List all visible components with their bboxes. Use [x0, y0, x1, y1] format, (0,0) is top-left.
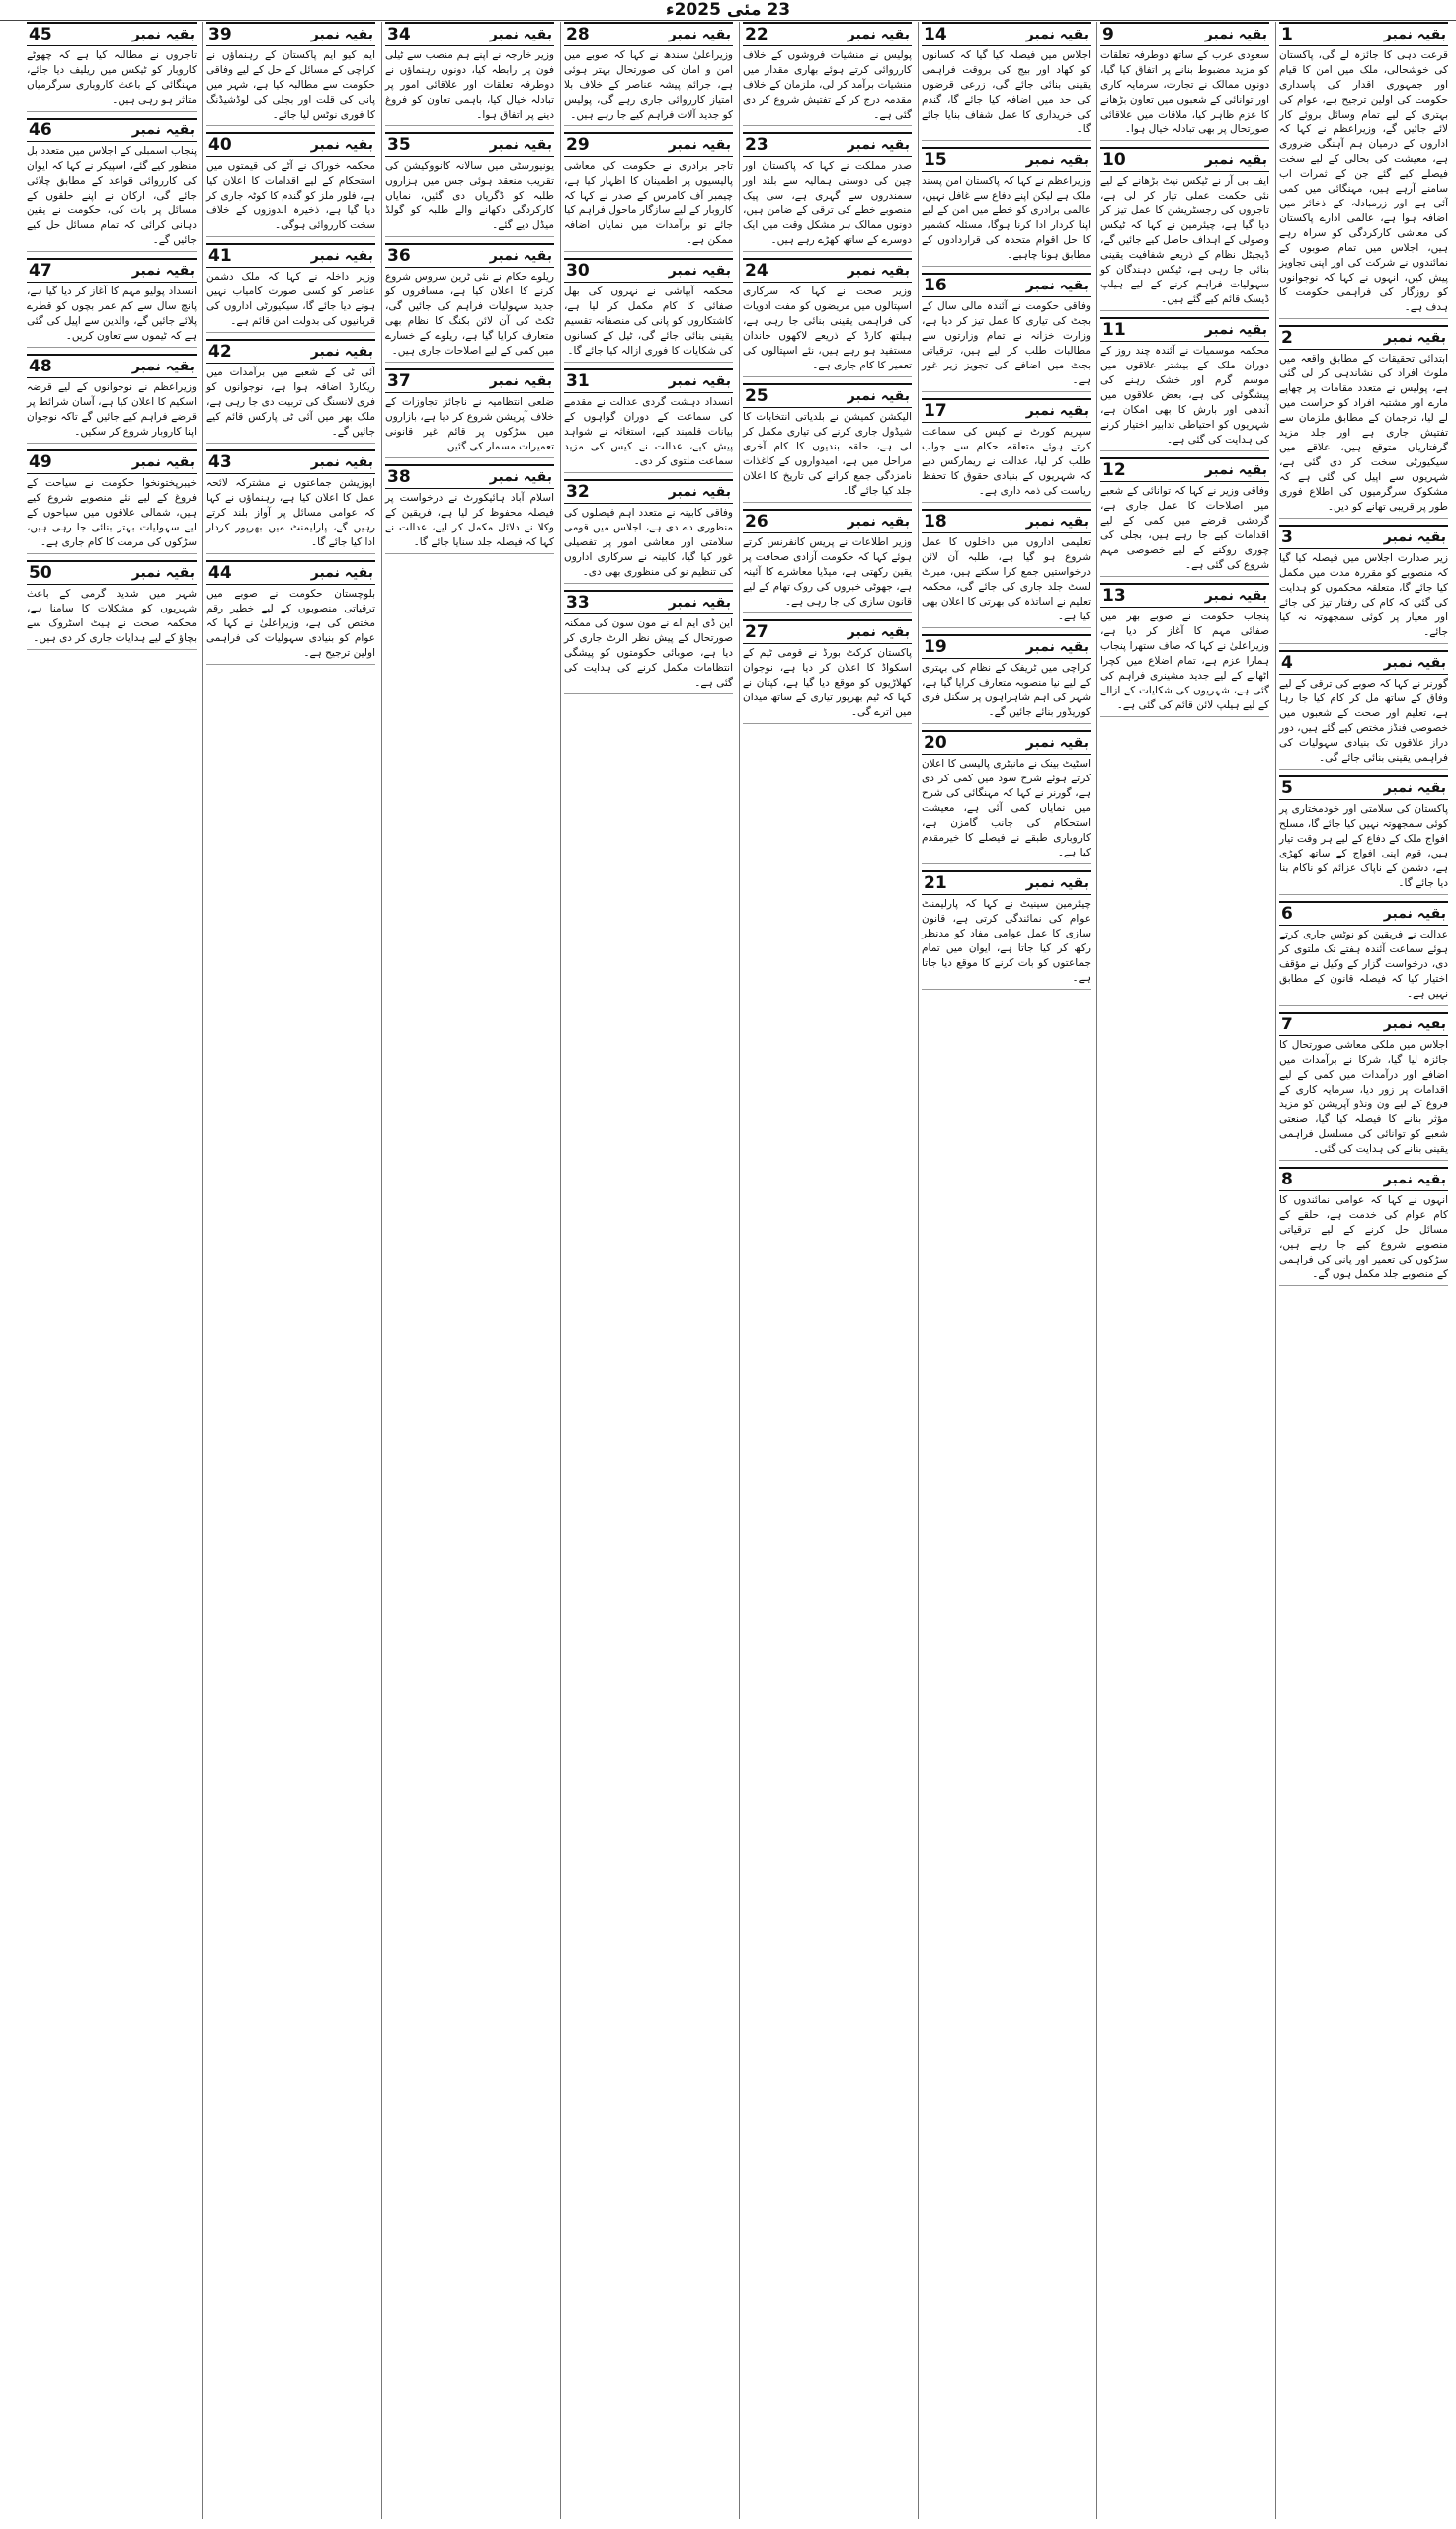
item-header: [206, 22, 375, 46]
item-heading: بقیہ نمبر: [1204, 462, 1267, 478]
item-number: 34: [387, 25, 411, 44]
item-heading: بقیہ نمبر: [847, 27, 910, 42]
continuation-item: [27, 258, 197, 348]
item-header: [385, 132, 554, 157]
item-header: [743, 619, 912, 644]
item-header: [385, 464, 554, 489]
continuation-item: [743, 383, 912, 503]
item-number: 46: [29, 121, 52, 140]
item-number: 32: [566, 482, 590, 502]
item-heading: بقیہ نمبر: [1025, 514, 1089, 530]
continuation-item: [1279, 325, 1448, 519]
item-body: قرعت دہی کا جائزہ لے گی، پاکستان کی خوشحالی، ملک میں امن کا قیام اور جمہوری اقدار کی پاسداری حکومت کی اولین ترجیح ہے، عوام کی بہتری کے لیے تمام وسائل بروئے کار لائے جائیں گے، وزیراعظم نے کہا کہ اداروں کے درمیان ہم آہنگی ضروری ہے، معیشت کی بحالی کے لیے سخت فیصلے کیے گئے جن کے ثمرات اب سامنے آرہے ہیں، مہنگائی میں کمی آئی ہے اور زرمبادلہ کے ذخائر میں اضافہ ہوا ہے، عالمی ادارے پاکستان کی معاشی کارکردگی کو سراہ رہے ہیں، اجلاس میں تمام صوبوں کے نمائندوں نے شرکت کی اور اپنی تجاویز پیش کیں، انہوں نے کہا کہ نوجوانوں کو روزگار کی فراہمی حکومت کا ہدف ہے۔: [1279, 49, 1448, 313]
item-body: سپریم کورٹ نے کیس کی سماعت کرتے ہوئے متعلقہ حکام سے جواب طلب کر لیا، عدالت نے ریمارکس دیے کہ شہریوں کے بنیادی حقوق کا تحفظ ریاست کی ذمہ داری ہے۔: [922, 426, 1091, 497]
item-number: 28: [566, 25, 590, 44]
item-heading: بقیہ نمبر: [131, 565, 195, 581]
item-body: شہر میں شدید گرمی کے باعث شہریوں کو مشکلات کا سامنا ہے، محکمہ صحت نے ہیٹ اسٹروک سے بچاؤ کے لیے ہدایات جاری کر دی ہیں۔: [27, 588, 197, 644]
item-header: [1279, 525, 1448, 549]
item-body: چیئرمین سینیٹ نے کہا کہ پارلیمنٹ عوام کی نمائندگی کرتی ہے، قانون سازی کا عمل عوامی مفاد کو مدنظر رکھ کر کیا جاتا ہے، ایوان میں تمام جماعتوں کو بات کرنے کا موقع دیا جاتا ہے۔: [922, 898, 1091, 984]
continuation-item: [743, 258, 912, 377]
text-column: [560, 22, 733, 2519]
item-body: وفاقی وزیر نے کہا کہ توانائی کے شعبے میں اصلاحات کا عمل جاری ہے، گردشی قرضے میں کمی کے لیے اقدامات کیے جا رہے ہیں، بجلی کی چوری روکنے کے لیے خصوصی مہم شروع کی گئی ہے۔: [1100, 485, 1269, 571]
item-heading: بقیہ نمبر: [847, 514, 910, 530]
continuation-item: [385, 22, 554, 126]
item-body: اپوزیشن جماعتوں نے مشترکہ لائحہ عمل کا اعلان کیا ہے، رہنماؤں نے کہا کہ عوامی مسائل پر آواز بلند کرتے رہیں گے، پارلیمنٹ میں بھرپور کردار ادا کیا جائے گا۔: [206, 477, 375, 548]
item-heading: بقیہ نمبر: [310, 565, 373, 581]
item-header: [922, 273, 1091, 297]
item-body: یونیورسٹی میں سالانہ کانووکیشن کی تقریب منعقد ہوئی جس میں ہزاروں طلبہ کو ڈگریاں دی گئیں، نمایاں کارکردگی دکھانے والے طلبہ کو گولڈ میڈل دیے گئے۔: [385, 160, 554, 231]
item-number: 13: [1102, 586, 1126, 606]
item-header: [743, 22, 912, 46]
continuation-item: [1100, 457, 1269, 577]
item-heading: بقیہ نمبر: [131, 122, 195, 138]
item-header: [922, 870, 1091, 895]
item-heading: بقیہ نمبر: [131, 27, 195, 42]
item-body: اجلاس میں ملکی معاشی صورتحال کا جائزہ لیا گیا، شرکا نے برآمدات میں اضافے اور درآمدات میں کمی کے لیے اقدامات پر زور دیا، سرمایہ کاری کے فروغ کے لیے ون ونڈو آپریشن کو مزید مؤثر بنانے کا فیصلہ کیا گیا، صنعتی شعبے کو توانائی کی مسلسل فراہمی یقینی بنانے کی ہدایت کی گئی۔: [1279, 1039, 1448, 1155]
text-column: [24, 22, 197, 2519]
item-header: [922, 634, 1091, 659]
item-heading: بقیہ نمبر: [1025, 875, 1089, 891]
item-header: [1100, 22, 1269, 46]
continuation-item: [1279, 1012, 1448, 1161]
item-header: [1279, 775, 1448, 800]
item-body: اجلاس میں فیصلہ کیا گیا کہ کسانوں کو کھاد اور بیج کی بروقت فراہمی یقینی بنائی جائے گی، زرعی قرضوں کی حد میں اضافہ کیا جائے گا، گندم کی خریداری کا عمل شفاف بنایا جائے گا۔: [922, 49, 1091, 135]
continuation-item: [206, 449, 375, 554]
item-heading: بقیہ نمبر: [1383, 780, 1446, 796]
text-column: [202, 22, 375, 2519]
item-header: [743, 258, 912, 283]
item-heading: بقیہ نمبر: [1204, 588, 1267, 604]
item-heading: بقیہ نمبر: [847, 388, 910, 404]
item-number: 17: [924, 401, 947, 421]
continuation-item: [922, 730, 1091, 864]
item-number: 3: [1281, 528, 1293, 547]
item-heading: بقیہ نمبر: [310, 27, 373, 42]
item-heading: بقیہ نمبر: [1025, 639, 1089, 655]
continuation-item: [27, 560, 197, 650]
item-header: [1100, 583, 1269, 608]
item-heading: بقیہ نمبر: [1025, 278, 1089, 293]
item-number: 16: [924, 276, 947, 295]
item-body: وزیر صحت نے کہا کہ سرکاری اسپتالوں میں مریضوں کو مفت ادویات کی فراہمی یقینی بنائی جا رہی ہے، ہیلتھ کارڈ کے ذریعے لاکھوں خاندان مستفید ہو رہے ہیں، نئے اسپتالوں کی تعمیر کا کام جاری ہے۔: [743, 286, 912, 371]
item-header: [27, 560, 197, 585]
item-body: وزیراعظم نے کہا کہ پاکستان امن پسند ملک ہے لیکن اپنے دفاع سے غافل نہیں، عالمی برادری کو خطے میں امن کے لیے اپنا کردار ادا کرنا ہوگا، مسئلہ کشمیر کا حل اقوام متحدہ کی قراردادوں کے مطابق ہونا چاہیے۔: [922, 175, 1091, 261]
continuation-item: [922, 273, 1091, 392]
continuation-item: [206, 339, 375, 444]
item-heading: بقیہ نمبر: [668, 484, 731, 500]
item-header: [1279, 1012, 1448, 1036]
continuation-item: [564, 590, 733, 694]
continuation-item: [27, 354, 197, 444]
item-number: 4: [1281, 653, 1293, 673]
item-body: وفاقی حکومت نے آئندہ مالی سال کے بجٹ کی تیاری کا عمل تیز کر دیا ہے، وزارت خزانہ نے تمام وزارتوں سے مطالبات طلب کر لیے ہیں، ترقیاتی بجٹ میں اضافے کی تجویز زیر غور ہے۔: [922, 300, 1091, 386]
item-number: 19: [924, 637, 947, 657]
continuation-item: [922, 22, 1091, 141]
item-number: 1: [1281, 25, 1293, 44]
continuation-item: [385, 368, 554, 458]
continuation-item: [1279, 901, 1448, 1006]
item-heading: بقیہ نمبر: [1383, 530, 1446, 545]
item-body: زیر صدارت اجلاس میں فیصلہ کیا گیا کہ منصوبے کو مقررہ مدت میں مکمل کیا جائے گا، متعلقہ محکموں کو ہدایت کی گئی کہ کام کی رفتار تیز کی جائے اور معیار پر کوئی سمجھوتہ نہ کیا جائے۔: [1279, 552, 1448, 638]
item-number: 35: [387, 135, 411, 155]
item-body: پنجاب حکومت نے صوبے بھر میں صفائی مہم کا آغاز کر دیا ہے، وزیراعلیٰ نے کہا کہ صاف ستھرا پنجاب ہمارا عزم ہے، تمام اضلاع میں کچرا اٹھانے کے لیے جدید مشینری فراہم کی گئی ہے، شہریوں کی شکایات کے ازالے کے لیے ہیلپ لائن قائم کی گئی ہے۔: [1100, 611, 1269, 711]
item-heading: بقیہ نمبر: [1204, 152, 1267, 168]
item-header: [743, 383, 912, 408]
continuation-item: [743, 22, 912, 126]
item-body: وزیراعلیٰ سندھ نے کہا کہ صوبے میں امن و امان کی صورتحال بہتر ہوئی ہے، جرائم پیشہ عناصر کے خلاف بلا امتیاز کارروائی جاری رہے گی، پولیس کو جدید آلات فراہم کیے جا رہے ہیں۔: [564, 49, 733, 121]
item-number: 45: [29, 25, 52, 44]
item-number: 5: [1281, 778, 1293, 798]
item-body: این ڈی ایم اے نے مون سون کی ممکنہ صورتحال کے پیش نظر الرٹ جاری کر دیا ہے، صوبائی حکومتوں کو پیشگی انتظامات مکمل کرنے کی ہدایت کی گئی ہے۔: [564, 617, 733, 689]
item-heading: بقیہ نمبر: [1025, 403, 1089, 419]
item-number: 38: [387, 467, 411, 487]
item-number: 41: [208, 246, 232, 266]
item-number: 11: [1102, 320, 1126, 340]
item-heading: بقیہ نمبر: [668, 27, 731, 42]
item-body: سعودی عرب کے ساتھ دوطرفہ تعلقات کو مزید مضبوط بنانے پر اتفاق کیا گیا، دونوں ممالک نے تجارت، سرمایہ کاری اور توانائی کے شعبوں میں تعاون بڑھانے کا عزم ظاہر کیا، ملاقات میں علاقائی صورتحال پر بھی تبادلہ خیال ہوا۔: [1100, 49, 1269, 135]
item-header: [564, 22, 733, 46]
continuation-item: [1100, 317, 1269, 451]
item-header: [1100, 457, 1269, 482]
item-body: پولیس نے منشیات فروشوں کے خلاف کارروائی کرتے ہوئے بھاری مقدار میں منشیات برآمد کر لی، ملزمان کے خلاف مقدمہ درج کر کے تفتیش شروع کر دی گئی ہے۔: [743, 49, 912, 121]
continuation-item: [564, 22, 733, 126]
item-body: انہوں نے کہا کہ عوامی نمائندوں کا کام عوام کی خدمت ہے، حلقے کے مسائل حل کرنے کے لیے ترقیاتی منصوبے شروع کیے جا رہے ہیں، سڑکوں کی تعمیر اور پانی کی فراہمی کے منصوبے جلد مکمل ہوں گے۔: [1279, 1194, 1448, 1280]
item-heading: بقیہ نمبر: [847, 137, 910, 153]
item-body: ایم کیو ایم پاکستان کے رہنماؤں نے کراچی کے مسائل کے حل کے لیے وفاقی حکومت سے مطالبہ کیا ہے، شہر میں پانی کی قلت اور بجلی کی لوڈشیڈنگ کا فوری نوٹس لیا جائے۔: [206, 49, 375, 121]
continuation-item: [385, 243, 554, 363]
item-number: 44: [208, 563, 232, 583]
item-heading: بقیہ نمبر: [1204, 322, 1267, 338]
item-heading: بقیہ نمبر: [131, 263, 195, 279]
item-number: 18: [924, 512, 947, 531]
item-body: تعلیمی اداروں میں داخلوں کا عمل شروع ہو گیا ہے، طلبہ آن لائن درخواستیں جمع کرا سکتے ہیں، میرٹ لسٹ جلد جاری کی جائے گی، محکمہ تعلیم نے اساتذہ کی بھرتی کا اعلان بھی کیا ہے۔: [922, 536, 1091, 622]
continuation-item: [922, 634, 1091, 724]
item-header: [206, 132, 375, 157]
item-number: 50: [29, 563, 52, 583]
item-body: ضلعی انتظامیہ نے ناجائز تجاوزات کے خلاف آپریشن شروع کر دیا ہے، بازاروں میں سڑکوں پر قائم غیر قانونی تعمیرات مسمار کی گئیں۔: [385, 396, 554, 452]
item-header: [1279, 1167, 1448, 1191]
item-heading: بقیہ نمبر: [1383, 1017, 1446, 1032]
text-column: [1096, 22, 1269, 2519]
item-number: 6: [1281, 904, 1293, 924]
continuation-item: [564, 479, 733, 584]
text-column: [381, 22, 554, 2519]
item-heading: بقیہ نمبر: [1383, 906, 1446, 922]
item-heading: بقیہ نمبر: [131, 454, 195, 470]
item-body: انسداد پولیو مہم کا آغاز کر دیا گیا ہے، پانچ سال سے کم عمر بچوں کو قطرے پلائے جائیں گے، والدین سے اپیل کی گئی ہے کہ ٹیموں سے تعاون کریں۔: [27, 286, 197, 342]
continuation-item: [1279, 775, 1448, 895]
continuation-item: [27, 22, 197, 112]
item-header: [922, 147, 1091, 172]
item-body: خیبرپختونخوا حکومت نے سیاحت کے فروغ کے لیے نئے منصوبے شروع کیے ہیں، شمالی علاقوں میں سیاحوں کے لیے سہولیات بہتر بنائی جا رہی ہیں، سڑکوں کی مرمت کا کام جاری ہے۔: [27, 477, 197, 548]
item-body: وزیر اطلاعات نے پریس کانفرنس کرتے ہوئے کہا کہ حکومت آزادی صحافت پر یقین رکھتی ہے، میڈیا معاشرے کا آئینہ ہے، جھوٹی خبروں کی روک تھام کے لیے قانون سازی کی جا رہی ہے۔: [743, 536, 912, 608]
item-header: [1279, 325, 1448, 350]
item-number: 36: [387, 246, 411, 266]
text-column: [918, 22, 1091, 2519]
item-number: 27: [745, 622, 768, 642]
item-body: بلوچستان حکومت نے صوبے میں ترقیاتی منصوبوں کے لیے خطیر رقم مختص کی ہے، وزیراعلیٰ نے کہا کہ عوام کو بنیادی سہولیات کی فراہمی اولین ترجیح ہے۔: [206, 588, 375, 659]
item-header: [564, 590, 733, 614]
item-body: وزیر خارجہ نے اپنے ہم منصب سے ٹیلی فون پر رابطہ کیا، دونوں رہنماؤں نے دوطرفہ تعلقات اور علاقائی امور پر تبادلہ خیال کیا، باہمی تعاون کو فروغ دینے پر اتفاق ہوا۔: [385, 49, 554, 121]
item-number: 7: [1281, 1015, 1293, 1034]
item-number: 43: [208, 452, 232, 472]
continuation-item: [564, 258, 733, 363]
continuation-item: [743, 132, 912, 252]
item-heading: بقیہ نمبر: [310, 454, 373, 470]
item-number: 31: [566, 371, 590, 391]
item-heading: بقیہ نمبر: [1025, 27, 1089, 42]
item-header: [922, 398, 1091, 423]
item-body: پاکستان کی سلامتی اور خودمختاری پر کوئی سمجھوتہ نہیں کیا جائے گا، مسلح افواج ملک کے دفاع کے لیے ہر وقت تیار ہیں، قوم اپنی افواج کے ساتھ کھڑی ہے، دشمن کے ناپاک عزائم کو ناکام بنا دیا جائے گا۔: [1279, 803, 1448, 889]
item-header: [385, 22, 554, 46]
continuation-item: [1279, 22, 1448, 319]
item-heading: بقیہ نمبر: [1383, 1172, 1446, 1187]
item-header: [27, 449, 197, 474]
continuation-item: [1100, 22, 1269, 141]
item-body: وزیراعظم نے نوجوانوں کے لیے قرضہ اسکیم کا اعلان کیا ہے، آسان شرائط پر قرضے فراہم کیے جائیں گے تاکہ نوجوان اپنا کاروبار شروع کر سکیں۔: [27, 381, 197, 438]
continuation-item: [743, 509, 912, 613]
item-body: پنجاب اسمبلی کے اجلاس میں متعدد بل منظور کیے گئے، اسپیکر نے کہا کہ ایوان کی کارروائی قواعد کے مطابق چلائی جائے گی، ارکان نے اپنے حلقوں کے مسائل پر بات کی، حکومت نے یقین دہانی کرائی کہ تمام مسائل حل کیے جائیں گے۔: [27, 145, 197, 246]
item-header: [922, 22, 1091, 46]
item-heading: بقیہ نمبر: [489, 137, 552, 153]
item-heading: بقیہ نمبر: [668, 373, 731, 389]
item-number: 40: [208, 135, 232, 155]
item-header: [1279, 901, 1448, 926]
item-number: 49: [29, 452, 52, 472]
item-header: [27, 354, 197, 378]
continuation-item: [743, 619, 912, 724]
text-column: [739, 22, 912, 2519]
item-heading: بقیہ نمبر: [489, 373, 552, 389]
item-heading: بقیہ نمبر: [131, 359, 195, 374]
item-body: محکمہ خوراک نے آٹے کی قیمتوں میں استحکام کے لیے اقدامات کا اعلان کیا ہے، فلور ملز کو گندم کا کوٹہ جاری کر دیا گیا ہے، ذخیرہ اندوزوں کے خلاف سخت کارروائی ہوگی۔: [206, 160, 375, 231]
item-body: وفاقی کابینہ نے متعدد اہم فیصلوں کی منظوری دے دی ہے، اجلاس میں قومی سلامتی اور معاشی امور پر تفصیلی غور کیا گیا، کابینہ نے سرکاری اداروں کی تنظیم نو کی منظوری بھی دی۔: [564, 507, 733, 578]
continuation-item: [922, 147, 1091, 267]
item-header: [1100, 317, 1269, 342]
item-number: 21: [924, 873, 947, 893]
item-number: 29: [566, 135, 590, 155]
item-number: 20: [924, 733, 947, 753]
item-number: 42: [208, 342, 232, 362]
item-number: 2: [1281, 328, 1293, 348]
item-header: [27, 258, 197, 283]
continuation-item: [1279, 1167, 1448, 1286]
item-header: [564, 132, 733, 157]
item-body: تاجر برادری نے حکومت کی معاشی پالیسیوں پر اطمینان کا اظہار کیا ہے، چیمبر آف کامرس کے صدر نے کہا کہ کاروبار کے لیے سازگار ماحول فراہم کیا جائے تو برآمدات میں نمایاں اضافہ ممکن ہے۔: [564, 160, 733, 246]
item-body: محکمہ موسمیات نے آئندہ چند روز کے دوران ملک کے بیشتر علاقوں میں موسم گرم اور خشک رہنے کی پیشگوئی کی ہے، بعض علاقوں میں آندھی اور بارش کا بھی امکان ہے، شہریوں کو احتیاطی تدابیر اختیار کرنے کی ہدایت کی گئی ہے۔: [1100, 345, 1269, 446]
page-date: 23 مئی 2025ء: [0, 0, 1456, 21]
item-body: ایف بی آر نے ٹیکس نیٹ بڑھانے کے لیے نئی حکمت عملی تیار کر لی ہے، تاجروں کی رجسٹریشن کا عمل تیز کر دیا گیا ہے، چیئرمین نے کہا کہ ٹیکس وصولی کے اہداف حاصل کیے جائیں گے، ڈیجیٹل نظام کے ذریعے شفافیت یقینی بنائی جا رہی ہے، ٹیکس دہندگان کو سہولیات فراہم کرنے کے لیے ہیلپ ڈیسک قائم کیے گئے ہیں۔: [1100, 175, 1269, 305]
item-body: ریلوے حکام نے نئی ٹرین سروس شروع کرنے کا اعلان کیا ہے، مسافروں کو جدید سہولیات فراہم کی جائیں گی، ٹکٹ کی آن لائن بکنگ کا نظام بھی متعارف کرایا گیا ہے، ریلوے کے خسارے میں کمی کے لیے اصلاحات جاری ہیں۔: [385, 271, 554, 357]
item-heading: بقیہ نمبر: [310, 248, 373, 264]
item-body: صدر مملکت نے کہا کہ پاکستان اور چین کی دوستی ہمالیہ سے بلند اور سمندروں سے گہری ہے، سی پیک منصوبے خطے کی ترقی کے ضامن ہیں، دونوں ممالک ہر مشکل وقت میں ایک دوسرے کے ساتھ کھڑے رہے ہیں۔: [743, 160, 912, 246]
continuation-item: [206, 132, 375, 237]
item-heading: بقیہ نمبر: [489, 27, 552, 42]
item-header: [206, 449, 375, 474]
continuation-item: [385, 132, 554, 237]
item-number: 15: [924, 150, 947, 170]
item-header: [743, 509, 912, 533]
continuation-item: [922, 398, 1091, 503]
item-body: انسداد دہشت گردی عدالت نے مقدمے کی سماعت کے دوران گواہوں کے بیانات قلمبند کیے، استغاثہ نے شواہد پیش کیے، عدالت نے کیس کی مزید سماعت ملتوی کر دی۔: [564, 396, 733, 467]
item-heading: بقیہ نمبر: [1025, 152, 1089, 168]
item-header: [564, 368, 733, 393]
item-header: [1279, 650, 1448, 675]
item-header: [206, 339, 375, 364]
continuation-item: [1279, 525, 1448, 644]
item-heading: بقیہ نمبر: [1383, 330, 1446, 346]
item-body: آئی ٹی کے شعبے میں برآمدات میں ریکارڈ اضافہ ہوا ہے، نوجوانوں کو فری لانسنگ کی تربیت دی جا رہی ہے، ملک بھر میں آئی ٹی پارکس قائم کیے جائیں گے۔: [206, 367, 375, 438]
text-column: [1275, 22, 1448, 2519]
continuation-item: [206, 22, 375, 126]
continuation-item: [206, 243, 375, 333]
item-header: [206, 560, 375, 585]
item-header: [564, 479, 733, 504]
item-number: 8: [1281, 1170, 1293, 1189]
item-body: وزیر داخلہ نے کہا کہ ملک دشمن عناصر کو کسی صورت کامیاب نہیں ہونے دیا جائے گا، سیکیورٹی اداروں کی قربانیوں کی بدولت امن قائم ہے۔: [206, 271, 375, 327]
item-header: [206, 243, 375, 268]
item-heading: بقیہ نمبر: [668, 263, 731, 279]
item-heading: بقیہ نمبر: [1383, 655, 1446, 671]
item-heading: بقیہ نمبر: [1383, 27, 1446, 42]
continuation-item: [1279, 650, 1448, 770]
item-number: 12: [1102, 460, 1126, 480]
item-number: 47: [29, 261, 52, 281]
item-heading: بقیہ نمبر: [489, 469, 552, 485]
item-heading: بقیہ نمبر: [310, 344, 373, 360]
continuation-item: [564, 368, 733, 473]
continuation-item: [1100, 583, 1269, 717]
item-body: اسلام آباد ہائیکورٹ نے درخواست پر فیصلہ محفوظ کر لیا ہے، فریقین کے وکلا نے دلائل مکمل کر لیے، عدالت نے کہا کہ فیصلہ جلد سنایا جائے گا۔: [385, 492, 554, 548]
continuation-item: [206, 560, 375, 665]
item-header: [1100, 147, 1269, 172]
item-header: [385, 368, 554, 393]
continuation-item: [564, 132, 733, 252]
item-number: 10: [1102, 150, 1126, 170]
item-heading: بقیہ نمبر: [847, 263, 910, 279]
item-header: [743, 132, 912, 157]
item-number: 30: [566, 261, 590, 281]
item-body: عدالت نے فریقین کو نوٹس جاری کرتے ہوئے سماعت آئندہ ہفتے تک ملتوی کر دی، درخواست گزار کے وکیل نے مؤقف اختیار کیا کہ فیصلہ قانون کے مطابق نہیں ہے۔: [1279, 929, 1448, 1000]
item-body: اسٹیٹ بینک نے مانیٹری پالیسی کا اعلان کرتے ہوئے شرح سود میں کمی کر دی ہے، گورنر نے کہا کہ مہنگائی کی شرح میں نمایاں کمی آئی ہے، معیشت استحکام کی جانب گامزن ہے، کاروباری طبقے نے فیصلے کا خیرمقدم کیا ہے۔: [922, 758, 1091, 858]
item-number: 9: [1102, 25, 1114, 44]
item-body: پاکستان کرکٹ بورڈ نے قومی ٹیم کے اسکواڈ کا اعلان کر دیا ہے، نوجوان کھلاڑیوں کو موقع دیا گیا ہے، کپتان نے کہا کہ ٹیم بھرپور تیاری کے ساتھ میدان میں اترے گی۔: [743, 647, 912, 718]
item-number: 22: [745, 25, 768, 44]
item-number: 25: [745, 386, 768, 406]
item-body: الیکشن کمیشن نے بلدیاتی انتخابات کا شیڈول جاری کرنے کی تیاری مکمل کر لی ہے، حلقہ بندیوں کا کام آخری مراحل میں ہے، امیدواروں کے کاغذات نامزدگی جمع کرانے کی تاریخ کا اعلان جلد کیا جائے گا۔: [743, 411, 912, 497]
item-header: [922, 509, 1091, 533]
item-number: 24: [745, 261, 768, 281]
item-heading: بقیہ نمبر: [1204, 27, 1267, 42]
item-number: 14: [924, 25, 947, 44]
continuation-item: [385, 464, 554, 554]
continuation-item: [922, 870, 1091, 990]
item-header: [27, 118, 197, 142]
item-heading: بقیہ نمبر: [310, 137, 373, 153]
columns-container: [8, 22, 1448, 2519]
continuation-item: [922, 509, 1091, 628]
item-body: کراچی میں ٹریفک کے نظام کی بہتری کے لیے نیا منصوبہ متعارف کرایا گیا ہے، شہر کی اہم شاہراہوں پر سگنل فری کوریڈور بنائے جائیں گے۔: [922, 662, 1091, 718]
item-number: 39: [208, 25, 232, 44]
item-number: 48: [29, 357, 52, 376]
item-header: [1279, 22, 1448, 46]
item-body: گورنر نے کہا کہ صوبے کی ترقی کے لیے وفاق کے ساتھ مل کر کام کیا جا رہا ہے، تعلیم اور صحت کے شعبوں میں خصوصی فنڈز مختص کیے گئے ہیں، دور دراز علاقوں تک بنیادی سہولیات کی فراہمی یقینی بنائی جائے گی۔: [1279, 678, 1448, 764]
item-header: [27, 22, 197, 46]
item-number: 26: [745, 512, 768, 531]
item-body: ابتدائی تحقیقات کے مطابق واقعہ میں ملوث افراد کی نشاندہی کر لی گئی ہے، پولیس نے متعدد مقامات پر چھاپے مارے اور مشتبہ افراد کو حراست میں لے لیا، ترجمان کے مطابق ملزمان سے تفتیش جاری ہے اور جلد مزید گرفتاریاں متوقع ہیں، علاقے میں سیکیورٹی سخت کر دی گئی ہے، شہریوں سے اپیل کی گئی ہے کہ مشکوک سرگرمیوں کی اطلاع فوری طور پر قریبی تھانے کو دیں۔: [1279, 353, 1448, 513]
item-heading: بقیہ نمبر: [1025, 735, 1089, 751]
item-heading: بقیہ نمبر: [489, 248, 552, 264]
continuation-item: [27, 449, 197, 554]
item-number: 23: [745, 135, 768, 155]
item-body: محکمہ آبپاشی نے نہروں کی بھل صفائی کا کام مکمل کر لیا ہے، کاشتکاروں کو پانی کی منصفانہ تقسیم یقینی بنائی جائے گی، ٹیل کے کسانوں کی شکایات کا فوری ازالہ کیا جائے گا۔: [564, 286, 733, 357]
item-body: تاجروں نے مطالبہ کیا ہے کہ چھوٹے کاروبار کو ٹیکس میں ریلیف دیا جائے، مہنگائی کے باعث کاروباری سرگرمیاں متاثر ہو رہی ہیں۔: [27, 49, 197, 106]
item-number: 37: [387, 371, 411, 391]
item-header: [922, 730, 1091, 755]
continuation-item: [1100, 147, 1269, 311]
item-number: 33: [566, 593, 590, 612]
continuation-item: [27, 118, 197, 252]
item-heading: بقیہ نمبر: [847, 624, 910, 640]
item-heading: بقیہ نمبر: [668, 137, 731, 153]
item-header: [564, 258, 733, 283]
item-header: [385, 243, 554, 268]
item-heading: بقیہ نمبر: [668, 595, 731, 611]
